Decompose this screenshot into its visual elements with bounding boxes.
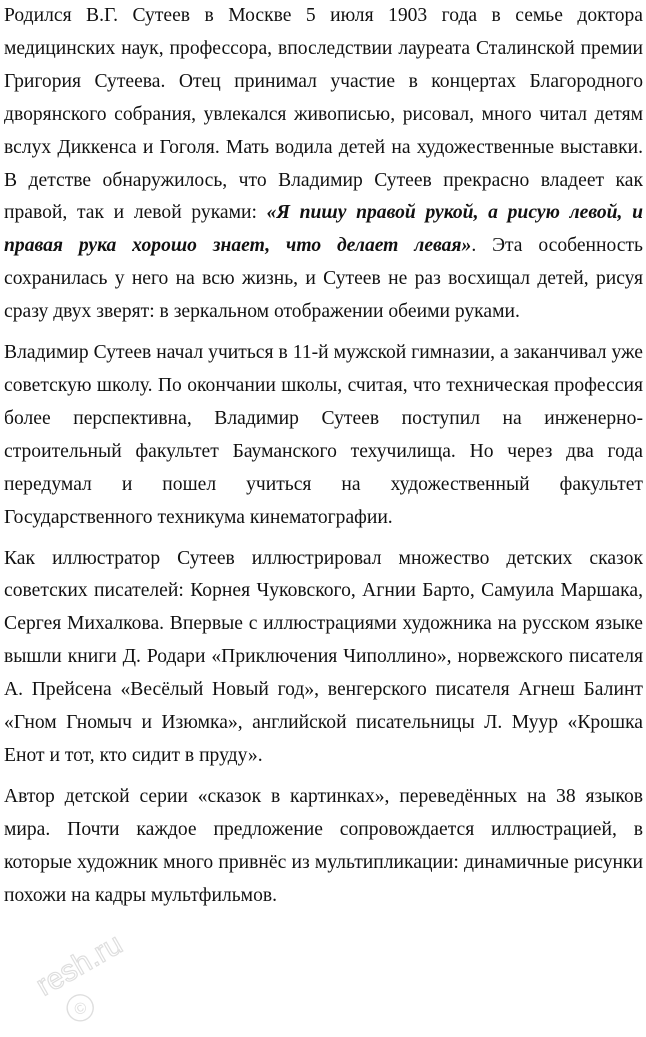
paragraph-education: Владимир Сутеев начал учиться в 11-й мужской гимназии, а заканчивал уже советскую школу. По окончании школы, считая, что техническая профессия более перспективна, Владимир Сутеев поступил на инженерно-строительный факультет Бауманского техучилища. Но через два года передумал и пошел учиться на художественный факультет Государственного техникума кинематографии. (4, 342, 643, 528)
copyright-icon (62, 990, 98, 1025)
copyright-glyph: © (71, 998, 91, 1020)
paragraph-biography (4, 0, 643, 329)
watermark-text: resh.ru (30, 927, 129, 1003)
quote-text: «Я пишу правой рукой, а рисую левой, и правая рука хорошо знает, что делает левая» (4, 202, 643, 257)
document-body (4, 0, 643, 920)
paragraph-text: Родился В.Г. Сутеев в Москве 5 июля 1903 года в семье доктора медицинских наук, профессора, впоследствии лауреата Сталинской премии Григория Сутеева. Отец принимал участие в концертах Благородного дворянского собрания, увлекался живописью, рисовал, много читал детям вслух Диккенса и Гоголя. Мать водила детей на художественные выставки. В детстве обнаружилось, что Владимир Сутеев прекрасно владеет как правой, так и левой руками: (4, 5, 643, 224)
paragraph-series: Автор детской серии «сказок в картинках», переведённых на 38 языков мира. Почти каждое предложение сопровождается иллюстрацией, в которые художник много привнёс из мультипликации: динамичные рисунки похожи на кадры мультфильмов. (4, 785, 643, 906)
paragraph-text: . Эта особенность сохранилась у него на всю жизнь, и Сутеев не раз восхищал детей, рисуя сразу двух зверят: в зеркальном отображении обеими руками. (4, 235, 643, 323)
paragraph-illustrator: Как иллюстратор Сутеев иллюстрировал множество детских сказок советских писателей: Корнея Чуковского, Агнии Барто, Самуила Маршака, Сергея Михалкова. Впервые с иллюстрациями художника на русском языке вышли книги Д. Родари «Приключения Чиполлино», норвежского писателя А. Прейсена «Весёлый Новый год», венгерского писателя Агнеш Балинт «Гном Гномыч и Изюмка», английской писательницы Л. Муур «Крошка Енот и тот, кто сидит в пруду». (4, 547, 643, 766)
